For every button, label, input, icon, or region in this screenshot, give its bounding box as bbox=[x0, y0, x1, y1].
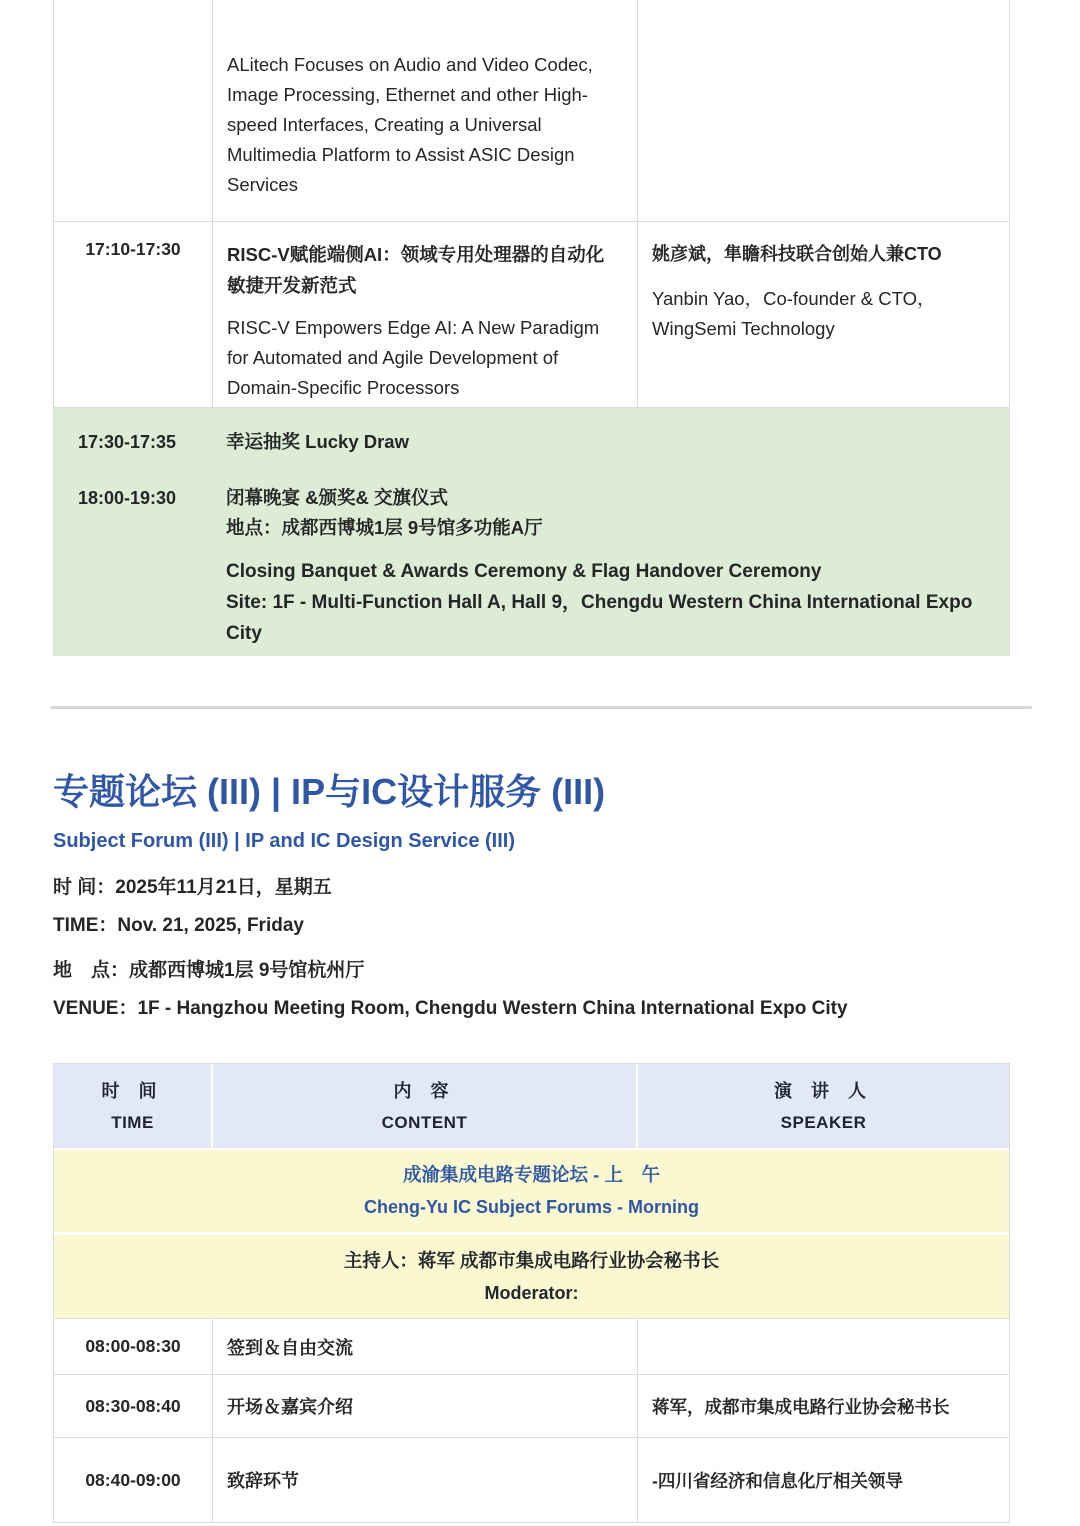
time-cell: 18:00-19:30 bbox=[78, 488, 177, 508]
speaker-cell bbox=[638, 222, 1009, 407]
time-cell: 17:30-17:35 bbox=[78, 432, 177, 452]
forum-time-en: TIME：Nov. 21, 2025, Friday bbox=[53, 915, 304, 936]
table-header-row bbox=[54, 1064, 1009, 1148]
time-cell: 08:00-08:30 bbox=[54, 1319, 213, 1374]
time-cell: 17:10-17:30 bbox=[54, 222, 213, 407]
speaker-name-zh: 姚彦斌，隼瞻科技联合创始人兼CTO bbox=[652, 244, 942, 264]
table-row bbox=[54, 1374, 1009, 1437]
agenda-table-forum3 bbox=[53, 1063, 1010, 1523]
header-time-en: TIME bbox=[111, 1113, 154, 1132]
header-content bbox=[213, 1064, 638, 1148]
agenda-table-afternoon bbox=[53, 0, 1010, 656]
time-cell: 08:30-08:40 bbox=[54, 1375, 213, 1437]
speaker-cell bbox=[638, 1319, 1009, 1374]
content-cell bbox=[213, 0, 638, 221]
content-cell: 开场＆嘉宾介绍 bbox=[213, 1375, 638, 1437]
header-speaker-zh: 演 讲 人 bbox=[773, 1081, 873, 1101]
forum-time-zh: 时 间：2025年11月21日，星期五 bbox=[53, 877, 332, 898]
content-cell bbox=[213, 222, 638, 407]
banquet-en-block bbox=[226, 556, 989, 649]
banquet-title-zh: 闭幕晚宴 &颁奖& 交旗仪式 bbox=[226, 487, 449, 508]
event-title: 幸运抽奖 Lucky Draw bbox=[226, 431, 409, 452]
banquet-site-en: Site: 1F - Multi-Function Hall A, Hall 9，Chengdu Western China International Expo City bbox=[226, 592, 973, 644]
content-cell: 致辞环节 bbox=[213, 1438, 638, 1522]
speaker-cell: 蒋军，成都市集成电路行业协会秘书长 bbox=[652, 1396, 950, 1417]
speaker-name-en: Yanbin Yao，Co-founder & CTO，WingSemi Technology bbox=[652, 288, 936, 339]
session-banner-zh: 成渝集成电路专题论坛 - 上 午 bbox=[403, 1164, 660, 1185]
session-banner bbox=[54, 1148, 1009, 1232]
speaker-cell: -四川省经济和信息化厅相关领导 bbox=[652, 1470, 903, 1491]
session-abstract-en: ALitech Focuses on Audio and Video Codec, Image Processing, Ethernet and other High-speed Interfaces, Creating a Universal Multimedia Platform to Assist ASIC Design Services bbox=[227, 54, 593, 195]
header-content-en: CONTENT bbox=[381, 1113, 468, 1132]
event-details bbox=[226, 483, 1009, 649]
header-time bbox=[54, 1064, 213, 1148]
banquet-site-zh: 地点：成都西博城1层 9号馆多功能A厅 bbox=[226, 517, 543, 538]
table-row bbox=[54, 1318, 1009, 1374]
header-content-zh: 内 容 bbox=[393, 1081, 456, 1101]
moderator-en: Moderator: bbox=[484, 1282, 579, 1303]
content-cell: 签到＆自由交流 bbox=[213, 1319, 638, 1374]
lucky-draw-row bbox=[54, 427, 1009, 457]
moderator-row bbox=[54, 1232, 1009, 1318]
header-speaker-en: SPEAKER bbox=[780, 1113, 867, 1132]
table-row bbox=[54, 0, 1009, 222]
forum-title-zh: 专题论坛 (III) | IP与IC设计服务 (III) bbox=[53, 771, 606, 812]
forum-venue-en: VENUE：1F - Hangzhou Meeting Room, Chengdu Western China International Expo City bbox=[53, 998, 848, 1019]
table-row bbox=[54, 1437, 1009, 1522]
banquet-row bbox=[54, 483, 1009, 649]
speaker-cell bbox=[638, 0, 1009, 221]
session-banner-en: Cheng-Yu IC Subject Forums - Morning bbox=[364, 1197, 699, 1217]
closing-events-block bbox=[54, 408, 1009, 656]
forum-title-en: Subject Forum (III) | IP and IC Design Service (III) bbox=[53, 830, 515, 852]
time-cell: 08:40-09:00 bbox=[54, 1438, 213, 1522]
session-title-zh: RISC-V赋能端侧AI：领域专用处理器的自动化敏捷开发新范式 bbox=[227, 244, 605, 296]
forum-venue-zh: 地 点：成都西博城1层 9号馆杭州厅 bbox=[53, 960, 365, 981]
header-time-zh: 时 间 bbox=[101, 1081, 164, 1101]
header-speaker bbox=[638, 1064, 1009, 1148]
moderator-zh: 主持人：蒋军 成都市集成电路行业协会秘书长 bbox=[343, 1249, 720, 1271]
session-title-en: RISC-V Empowers Edge AI: A New Paradigm for Automated and Agile Development of Domain-Specific Processors bbox=[227, 317, 600, 398]
banquet-title-en: Closing Banquet & Awards Ceremony & Flag Handover Ceremony bbox=[226, 561, 822, 582]
table-row bbox=[54, 222, 1009, 408]
time-cell bbox=[54, 0, 213, 221]
section-divider bbox=[50, 706, 1032, 709]
